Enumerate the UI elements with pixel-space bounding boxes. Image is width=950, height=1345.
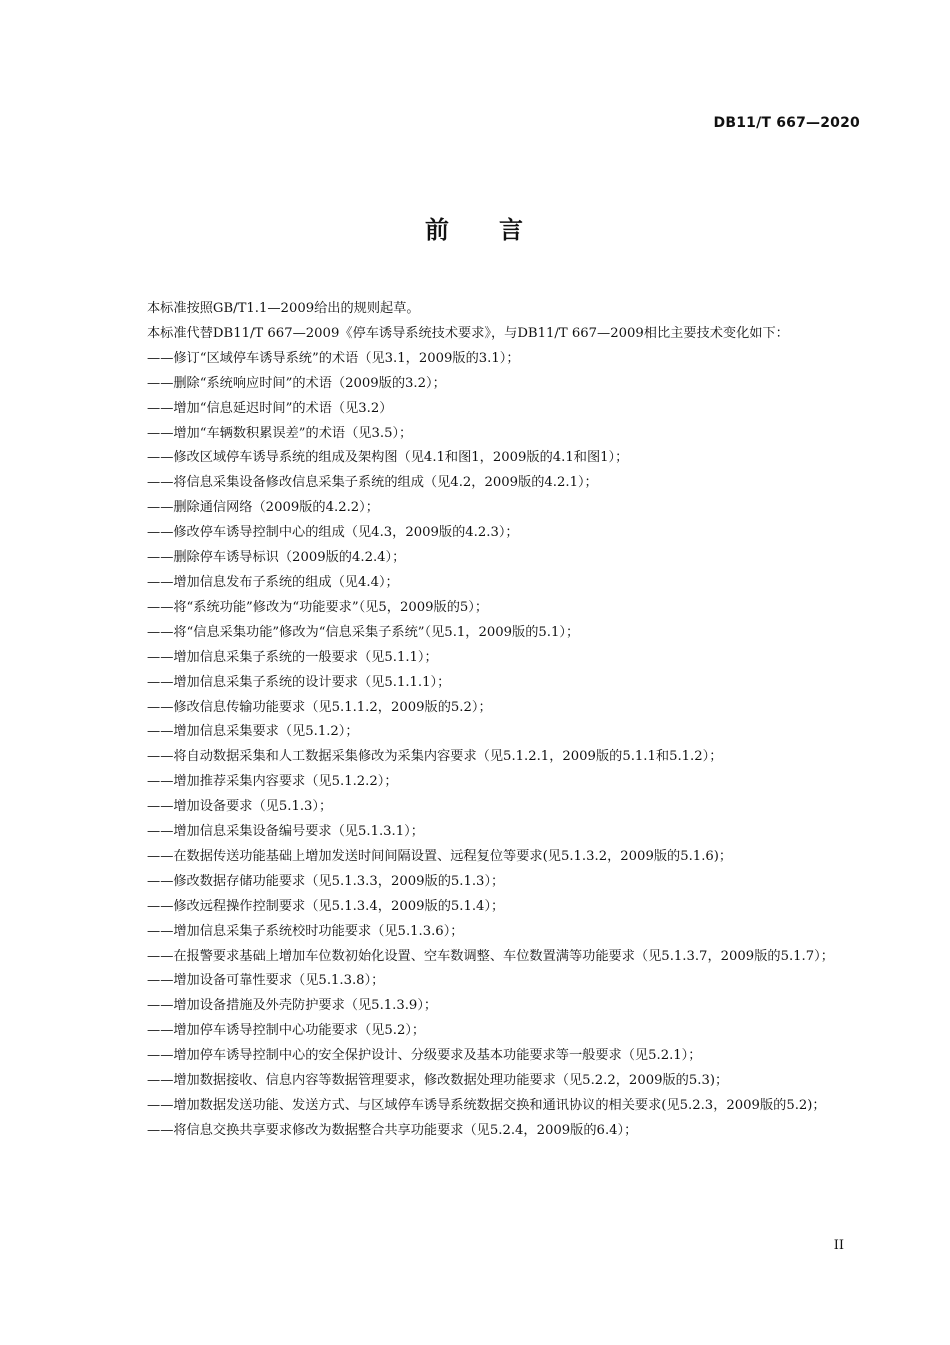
change-item: ——增加信息采集子系统的设计要求（见5.1.1.1）；: [147, 674, 451, 690]
change-item: ——增加信息采集子系统校时功能要求（见5.1.3.6）；: [147, 923, 464, 939]
change-item: ——增加设备要求（见5.1.3）；: [147, 799, 333, 815]
change-item: ——将自动数据采集和人工数据采集修改为采集内容要求（见5.1.2.1，2009版的5.1.1和5.1.2）；: [147, 749, 723, 765]
document-body: [113, 297, 861, 1144]
change-item: ——增加停车诱导控制中心的安全保护设计、分级要求及基本功能要求等一般要求（见5.2.1）；: [147, 1048, 702, 1064]
change-item: ——在报警要求基础上增加车位数初始化设置、空车数调整、车位数置满等功能要求（见5.1.3.7，2009版的5.1.7）；: [147, 948, 834, 964]
change-item: ——增加推荐采集内容要求（见5.1.2.2）；: [147, 774, 398, 790]
change-item: ——将“信息采集功能”修改为“信息采集子系统”（见5.1，2009版的5.1）；: [147, 624, 580, 640]
change-item: ——增加信息采集子系统的一般要求（见5.1.1）；: [147, 649, 438, 665]
change-item: ——删除通信网络（2009版的4.2.2）；: [147, 500, 379, 516]
change-item: ——增加信息采集要求（见5.1.2）；: [147, 724, 359, 740]
change-item: ——增加“信息延迟时间”的术语（见3.2）: [147, 400, 393, 416]
page-number: II: [833, 1238, 844, 1253]
document-code: DB11/T 667—2020: [713, 115, 860, 131]
page-title: [0, 210, 950, 245]
change-item: ——增加信息采集设备编号要求（见5.1.3.1）；: [147, 824, 424, 840]
change-item: ——将信息采集设备修改信息采集子系统的组成（见4.2，2009版的4.2.1）；: [147, 475, 598, 491]
change-item: ——删除“系统响应时间”的术语（2009版的3.2）；: [147, 375, 446, 391]
change-item: ——修改远程操作控制要求（见5.1.3.4，2009版的5.1.4）；: [147, 898, 505, 914]
intro-paragraph: 本标准按照GB/T1.1—2009给出的规则起草。: [147, 301, 420, 316]
change-list: [113, 347, 861, 1144]
title-char-1: 前: [425, 216, 451, 244]
intro-paragraph: 本标准代替DB11/T 667—2009《停车诱导系统技术要求》，与DB11/T 667—2009相比主要技术变化如下：: [147, 325, 789, 341]
change-item: ——增加信息发布子系统的组成（见4.4）；: [147, 574, 399, 590]
change-item: ——修改区域停车诱导系统的组成及架构图（见4.1和图1，2009版的4.1和图1）；: [147, 450, 629, 466]
change-item: ——修改停车诱导控制中心的组成（见4.3，2009版的4.2.3）；: [147, 525, 519, 541]
change-item: ——将“系统功能”修改为“功能要求”（见5，2009版的5）；: [147, 599, 489, 615]
change-item: ——增加数据接收、信息内容等数据管理要求，修改数据处理功能要求（见5.2.2，2009版的5.3)；: [147, 1073, 729, 1089]
change-item: ——修改数据存储功能要求（见5.1.3.3，2009版的5.1.3）；: [147, 873, 505, 889]
change-item: ——在数据传送功能基础上增加发送时间间隔设置、远程复位等要求(见5.1.3.2，2009版的5.1.6)；: [147, 848, 733, 864]
change-item: ——修改信息传输功能要求（见5.1.1.2，2009版的5.2）；: [147, 699, 492, 715]
change-item: ——增加设备可靠性要求（见5.1.3.8）；: [147, 973, 385, 989]
change-item: ——增加停车诱导控制中心功能要求（见5.2）；: [147, 1023, 426, 1039]
change-item: ——增加“车辆数积累误差”的术语（见3.5）；: [147, 425, 413, 441]
title-char-2: 言: [499, 216, 525, 244]
change-item: ——修订“区域停车诱导系统”的术语（见3.1，2009版的3.1）；: [147, 350, 520, 366]
change-item: ——删除停车诱导标识（2009版的4.2.4）；: [147, 550, 406, 566]
change-item: ——增加数据发送功能、发送方式、与区域停车诱导系统数据交换和通讯协议的相关要求(见5.2.3，2009版的5.2)；: [147, 1098, 826, 1113]
change-item: ——增加设备措施及外壳防护要求（见5.1.3.9）；: [147, 998, 438, 1014]
change-item: ——将信息交换共享要求修改为数据整合共享功能要求（见5.2.4，2009版的6.4）；: [147, 1122, 638, 1138]
